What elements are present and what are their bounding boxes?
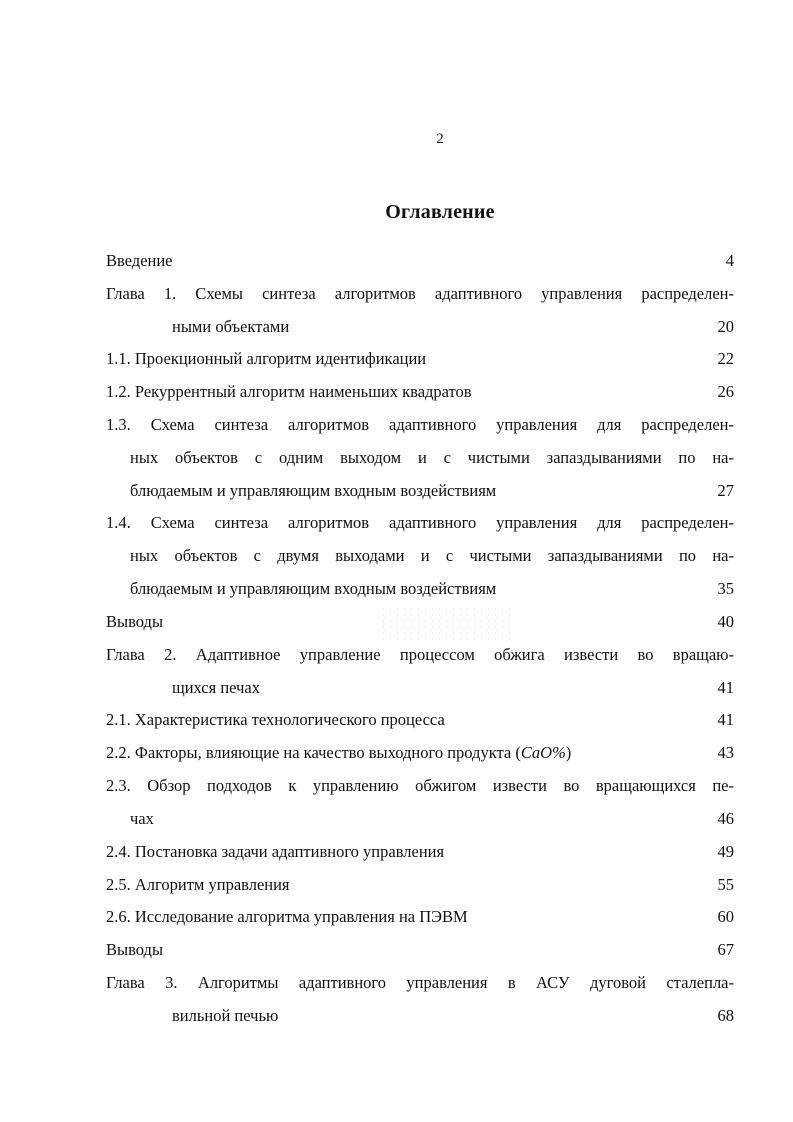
toc-entry-text: 2.6. Исследование алгоритма управления на ПЭВМ xyxy=(106,907,468,926)
toc-entry-2-4[interactable] xyxy=(106,835,734,868)
toc-page-number: 22 xyxy=(717,349,734,368)
toc-entry-text: 2.3. Обзор подходов к управлению обжигом извести во вращающихся пе- xyxy=(106,776,734,795)
toc-page-number: 20 xyxy=(717,317,734,336)
toc-entry-1-3[interactable] xyxy=(106,408,734,507)
toc-page-number: 41 xyxy=(717,678,734,697)
toc-entry-2-2[interactable] xyxy=(106,736,734,769)
toc-page-number: 43 xyxy=(717,743,734,762)
toc-entry-chapter-3[interactable] xyxy=(106,966,734,1032)
toc-entry-text: Выводы xyxy=(106,612,164,631)
toc-entry-text: Глава 2. Адаптивное управление процессом обжига извести во вращаю- xyxy=(106,645,734,664)
toc-entry-introduction[interactable] xyxy=(106,244,734,277)
page-number: 2 xyxy=(436,131,444,147)
toc-entry-text: 1.3. Схема синтеза алгоритмов адаптивного управления для распределен- xyxy=(106,415,734,434)
toc-page-number: 68 xyxy=(717,1006,734,1025)
toc-page-number: 67 xyxy=(717,940,734,959)
toc-page-number: 41 xyxy=(717,710,734,729)
toc-entry-text-part: 2.2. Факторы, влияющие на качество выходного продукта ( xyxy=(106,743,521,762)
toc-page-number: 46 xyxy=(717,809,734,828)
toc-page-number: 35 xyxy=(717,579,734,598)
toc-entry-1-1[interactable] xyxy=(106,342,734,375)
toc-entry-text: 1.1. Проекционный алгоритм идентификации xyxy=(106,349,427,368)
toc-entry-text-part: ) xyxy=(565,743,572,762)
toc-entry-text: блюдаемым и управляющим входным воздействиям xyxy=(130,481,497,500)
toc-entry-text: 2.4. Постановка задачи адаптивного управления xyxy=(106,842,445,861)
toc-entry-text: чах xyxy=(130,809,154,828)
toc-entry-text: Введение xyxy=(106,251,173,270)
toc-entry-text: вильной печью xyxy=(172,1006,279,1025)
toc-entry-text: щихся печах xyxy=(172,678,260,697)
toc-entry-2-3[interactable] xyxy=(106,769,734,835)
page-title: Оглавление xyxy=(385,201,495,223)
toc-entry-text: ными объектами xyxy=(172,317,290,336)
toc-entry-2-5[interactable] xyxy=(106,868,734,901)
toc-entry-text: 1.2. Рекуррентный алгоритм наименьших квадратов xyxy=(106,382,472,401)
toc-page-number: 40 xyxy=(717,612,734,631)
toc-entry-text: ных объектов с одним выходом и с чистыми запаздываниями по на- xyxy=(130,448,734,467)
toc-entry-2-6[interactable] xyxy=(106,900,734,933)
toc-page-number: 49 xyxy=(717,842,734,861)
toc-entry-text: блюдаемым и управляющим входным воздействиям xyxy=(130,579,497,598)
toc-entry-conclusions-2[interactable] xyxy=(106,933,734,966)
toc-entry-text: ных объектов с двумя выходами и с чистыми запаздываниями по на- xyxy=(130,546,734,565)
toc-entry-1-4[interactable] xyxy=(106,506,734,605)
toc-entry-chapter-2[interactable] xyxy=(106,638,734,704)
toc-entry-text xyxy=(106,736,571,769)
toc-entry-text: Глава 3. Алгоритмы адаптивного управления в АСУ дуговой сталепла- xyxy=(106,973,734,992)
toc-page-number: 26 xyxy=(717,382,734,401)
toc-entry-2-1[interactable] xyxy=(106,703,734,736)
toc-entry-chapter-1[interactable] xyxy=(106,277,734,343)
toc-page-number: 55 xyxy=(717,875,734,894)
toc-entry-text: Выводы xyxy=(106,940,164,959)
toc-page-number: 60 xyxy=(717,907,734,926)
toc-entry-text: 2.5. Алгоритм управления xyxy=(106,875,290,894)
toc-entry-text: 1.4. Схема синтеза алгоритмов адаптивного управления для распределен- xyxy=(106,513,734,532)
toc-page-number: 4 xyxy=(725,251,734,270)
toc-entry-text: Глава 1. Схемы синтеза алгоритмов адаптивного управления распределен- xyxy=(106,284,734,303)
toc-entry-1-2[interactable] xyxy=(106,375,734,408)
toc-entry-text: 2.1. Характеристика технологического процесса xyxy=(106,710,445,729)
formula-cao-percent: CaO% xyxy=(520,743,566,762)
toc-page-number: 27 xyxy=(717,481,734,500)
